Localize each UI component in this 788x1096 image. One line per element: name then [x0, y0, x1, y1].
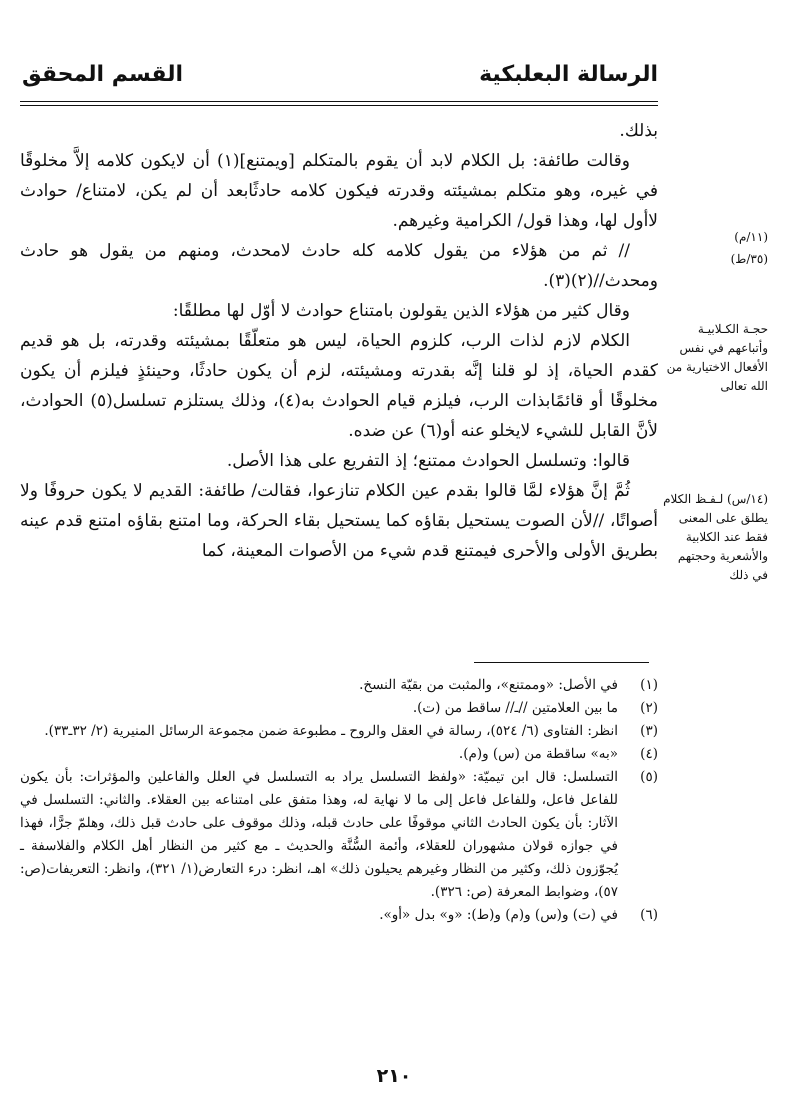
paragraph: الكلام لازم لذات الرب، كلزوم الحياة، ليس هو متعلّقًا بمشيئته وقدرته، بل هو قديم كقدم الحياة، إذ لو قلنا إنَّه بقدرته ومشيئته، لزم أن يكون حادثًا، وحينئذٍ فيلزم أن يكون مخلوقًا أو قائمًابذات الرب، فيلزم قيام الحوادث به(٤)، وذلك يستلزم تسلسل(٥) الحوادث، لأنَّ القابل للشيء لايخلو عنه أو(٦) عن ضده.	[20, 331, 659, 441]
footnote-text: «به» ساقطة من (س) و(م).	[458, 746, 618, 762]
footnote-text: التسلسل: قال ابن تيميّة: «ولفظ التسلسل يراد به التسلسل في العلل والفاعلين والمؤثرات: بأن يكون للفاعل فاعل، وللفاعل فاعل إلى ما لا نهاية له، وهذا متفق على امتناعه بين العقلاء. والثاني: التسلسل في الآثار: بأن يكون الحادث الثاني موقوفًا على حادث قبله، وذلك موقوف على حادث قبل ذلك، وهلمّ جرًّا، فهذا في جوازه قولان مشهوران للعقلاء، وأئمة السُّنَّة والحديث ـ مع كثير من النظار أهل الكلام والفلاسفة ـ يُجوّزون ذلك، وكثير من النظار وغيرهم يحيلون ذلك» اهـ، انظر: درء التعارض(١/ ٣٢١)، وانظر: التعريفات(ص: ٥٧)، وضوابط المعرفة (ص: ٣٢٦).	[20, 769, 619, 900]
footnote-number: (١)	[640, 677, 658, 693]
paragraph: وقالت طائفة: بل الكلام لابد أن يقوم بالمتكلم [ويمتنع](١) أن لايكون كلامه إلاَّ مخلوقًا في غيره، وهو متكلم بمشيئته وقدرته فيكون كلامه حادثًابعد أن لم يكن، لامتناع/ حوادث لاأول لها، وهذا قول/ الكرامية وغيرهم.	[20, 151, 658, 231]
footnote	[20, 766, 658, 904]
footnote-number: (٣)	[640, 723, 658, 739]
margin-heading-kullabiyya: حجـة الكـلابيـة وأتباعهم في نفس الأفعال الاختيارية من الله تعالى	[666, 322, 768, 393]
margin-heading-kalam: (١٤/س) لـفـظ الكلام يطلق على المعنى فقط عند الكلابية والأشعرية وحجتهم في ذلك	[663, 492, 768, 582]
footnote-text: ما بين العلامتين //ـ// ساقط من (ت).	[412, 700, 618, 716]
footnote-text: في (ت) و(س) و(م) و(ط): «و» بدل «أو».	[379, 907, 618, 923]
main-text	[20, 116, 658, 566]
header-rule-top	[20, 101, 658, 102]
footnote	[20, 904, 658, 927]
paragraph: ثُمَّ إنَّ هؤلاء لمَّا قالوا بقدم عين الكلام تنازعوا، فقالت/ طائفة: القديم لا يكون حروفًا ولا أصواتًا، //لأن الصوت يستحيل بقاؤه كما يستحيل بقاء الحركة، وما امتنع بقاؤه امتنع قدم عينه بطريق الأولى والأحرى فيمتنع قدم شيء من الأصوات المعينة، كما	[20, 481, 658, 561]
running-title: الرسالة البعلبكية	[479, 62, 658, 87]
footnote	[20, 674, 658, 697]
margin-ref-t: (٣٥/ط)	[730, 252, 768, 266]
footnote	[20, 697, 658, 720]
footnotes	[20, 674, 658, 927]
footnote-number: (٥)	[640, 769, 658, 785]
footnote-separator	[474, 662, 649, 663]
header-rule-bottom	[20, 105, 658, 106]
footnote-number: (٤)	[640, 746, 658, 762]
margin-ref-m: (١١/م)	[734, 230, 768, 244]
section-title: القسم المحقق	[22, 62, 184, 87]
footnote-text: في الأصل: «وممتنع»، والمثبت من بقيّة النسخ.	[359, 677, 618, 693]
footnote-number: (٢)	[640, 700, 658, 716]
paragraph: بذلك.	[619, 121, 658, 141]
page-number: ٢١٠	[376, 1065, 412, 1087]
footnote	[20, 720, 658, 743]
footnote-number: (٦)	[640, 907, 658, 923]
footnote-text: انظر: الفتاوى (٦/ ٥٢٤)، رسالة في العقل والروح ـ مطبوعة ضمن مجموعة الرسائل المنيرية (٢/ ٣٢ـ٣٣).	[44, 723, 618, 739]
paragraph: وقال كثير من هؤلاء الذين يقولون بامتناع حوادث لا أوّل لها مطلقًا:	[172, 301, 630, 321]
paragraph: // ثم من هؤلاء من يقول كلامه كله حادث لامحدث، ومنهم من يقول هو حادث ومحدث//(٢)(٣).	[20, 241, 658, 291]
paragraph: قالوا: وتسلسل الحوادث ممتنع؛ إذ التفريع على هذا الأصل.	[226, 451, 630, 471]
footnote	[20, 743, 658, 766]
